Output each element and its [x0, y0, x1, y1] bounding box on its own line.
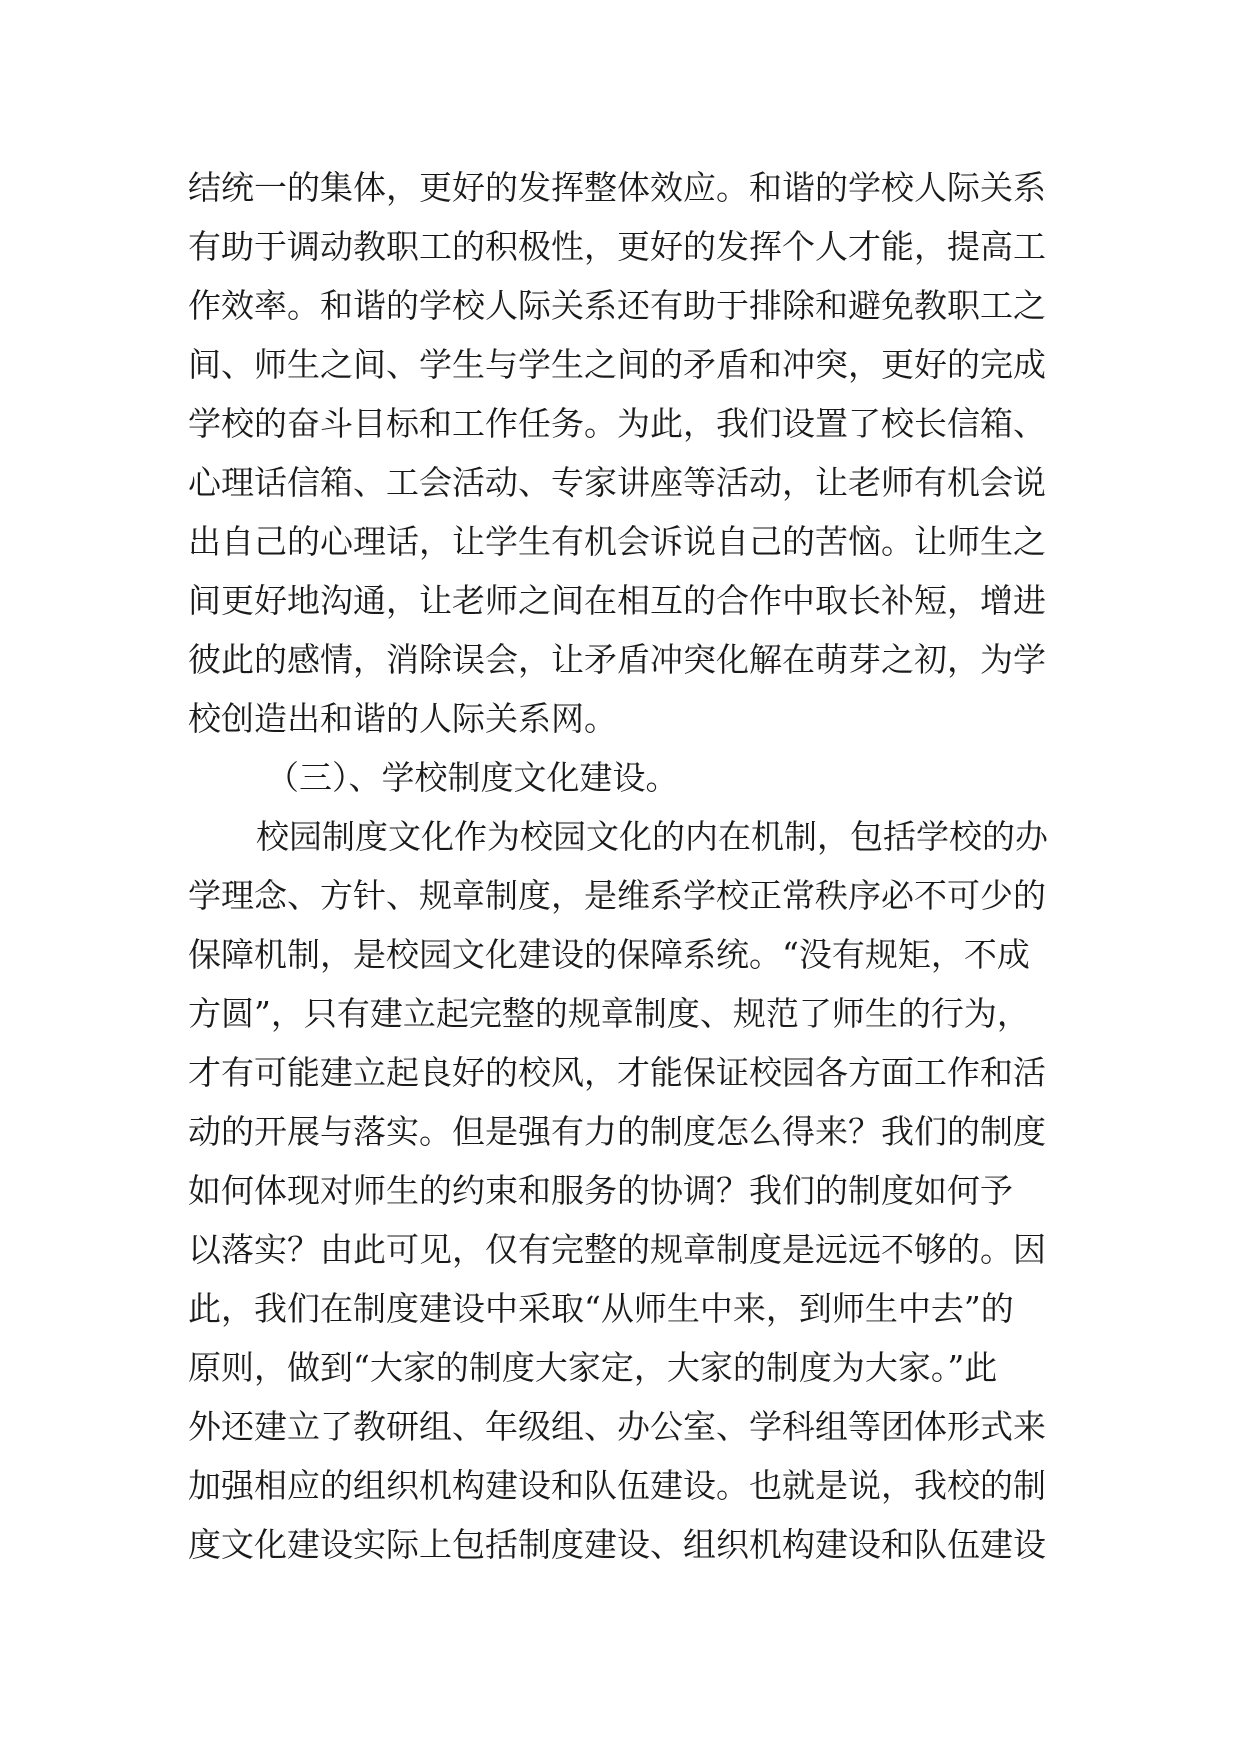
- text-line: 保障机制，是校园文化建设的保障系统。“没有规矩，不成: [188, 935, 1030, 974]
- paragraph-first-line: 校园制度文化作为校园文化的内在机制，包括学校的办: [256, 817, 1048, 856]
- text-line: 如何体现对师生的约束和服务的协调？我们的制度如何予: [188, 1171, 1013, 1210]
- text-line: 作效率。和谐的学校人际关系还有助于排除和避免教职工之: [188, 286, 1046, 325]
- text-line: 学理念、方针、规章制度，是维系学校正常秩序必不可少的: [188, 876, 1046, 915]
- text-line: 学校的奋斗目标和工作任务。为此，我们设置了校长信箱、: [188, 404, 1046, 443]
- text-line: 校创造出和谐的人际关系网。: [188, 699, 617, 738]
- text-line: 间更好地沟通，让老师之间在相互的合作中取长补短，增进: [188, 581, 1046, 620]
- text-line: 有助于调动教职工的积极性，更好的发挥个人才能，提高工: [188, 227, 1046, 266]
- section-heading: （三）、学校制度文化建设。: [266, 758, 679, 797]
- text-line: 原则，做到“大家的制度大家定，大家的制度为大家。”此: [188, 1348, 998, 1387]
- text-line: 结统一的集体，更好的发挥整体效应。和谐的学校人际关系: [188, 168, 1046, 207]
- text-line: 加强相应的组织机构建设和队伍建设。也就是说，我校的制: [188, 1466, 1046, 1505]
- text-line: 出自己的心理话，让学生有机会诉说自己的苦恼。让师生之: [188, 522, 1046, 561]
- text-line: 度文化建设实际上包括制度建设、组织机构建设和队伍建设: [188, 1525, 1046, 1564]
- body-text: [188, 158, 1068, 1574]
- text-line: 以落实？由此可见，仅有完整的规章制度是远远不够的。因: [188, 1230, 1046, 1269]
- text-line: 此，我们在制度建设中采取“从师生中来，到师生中去”的: [188, 1289, 1014, 1328]
- text-line: 间、师生之间、学生与学生之间的矛盾和冲突，更好的完成: [188, 345, 1046, 384]
- text-line: 方圆”，只有建立起完整的规章制度、规范了师生的行为，: [188, 994, 1030, 1033]
- text-line: 才有可能建立起良好的校风，才能保证校园各方面工作和活: [188, 1053, 1046, 1092]
- text-line: 外还建立了教研组、年级组、办公室、学科组等团体形式来: [188, 1407, 1046, 1446]
- text-line: 动的开展与落实。但是强有力的制度怎么得来？我们的制度: [188, 1112, 1046, 1151]
- text-line: 彼此的感情，消除误会，让矛盾冲突化解在萌芽之初，为学: [188, 640, 1046, 679]
- text-line: 心理话信箱、工会活动、专家讲座等活动，让老师有机会说: [188, 463, 1046, 502]
